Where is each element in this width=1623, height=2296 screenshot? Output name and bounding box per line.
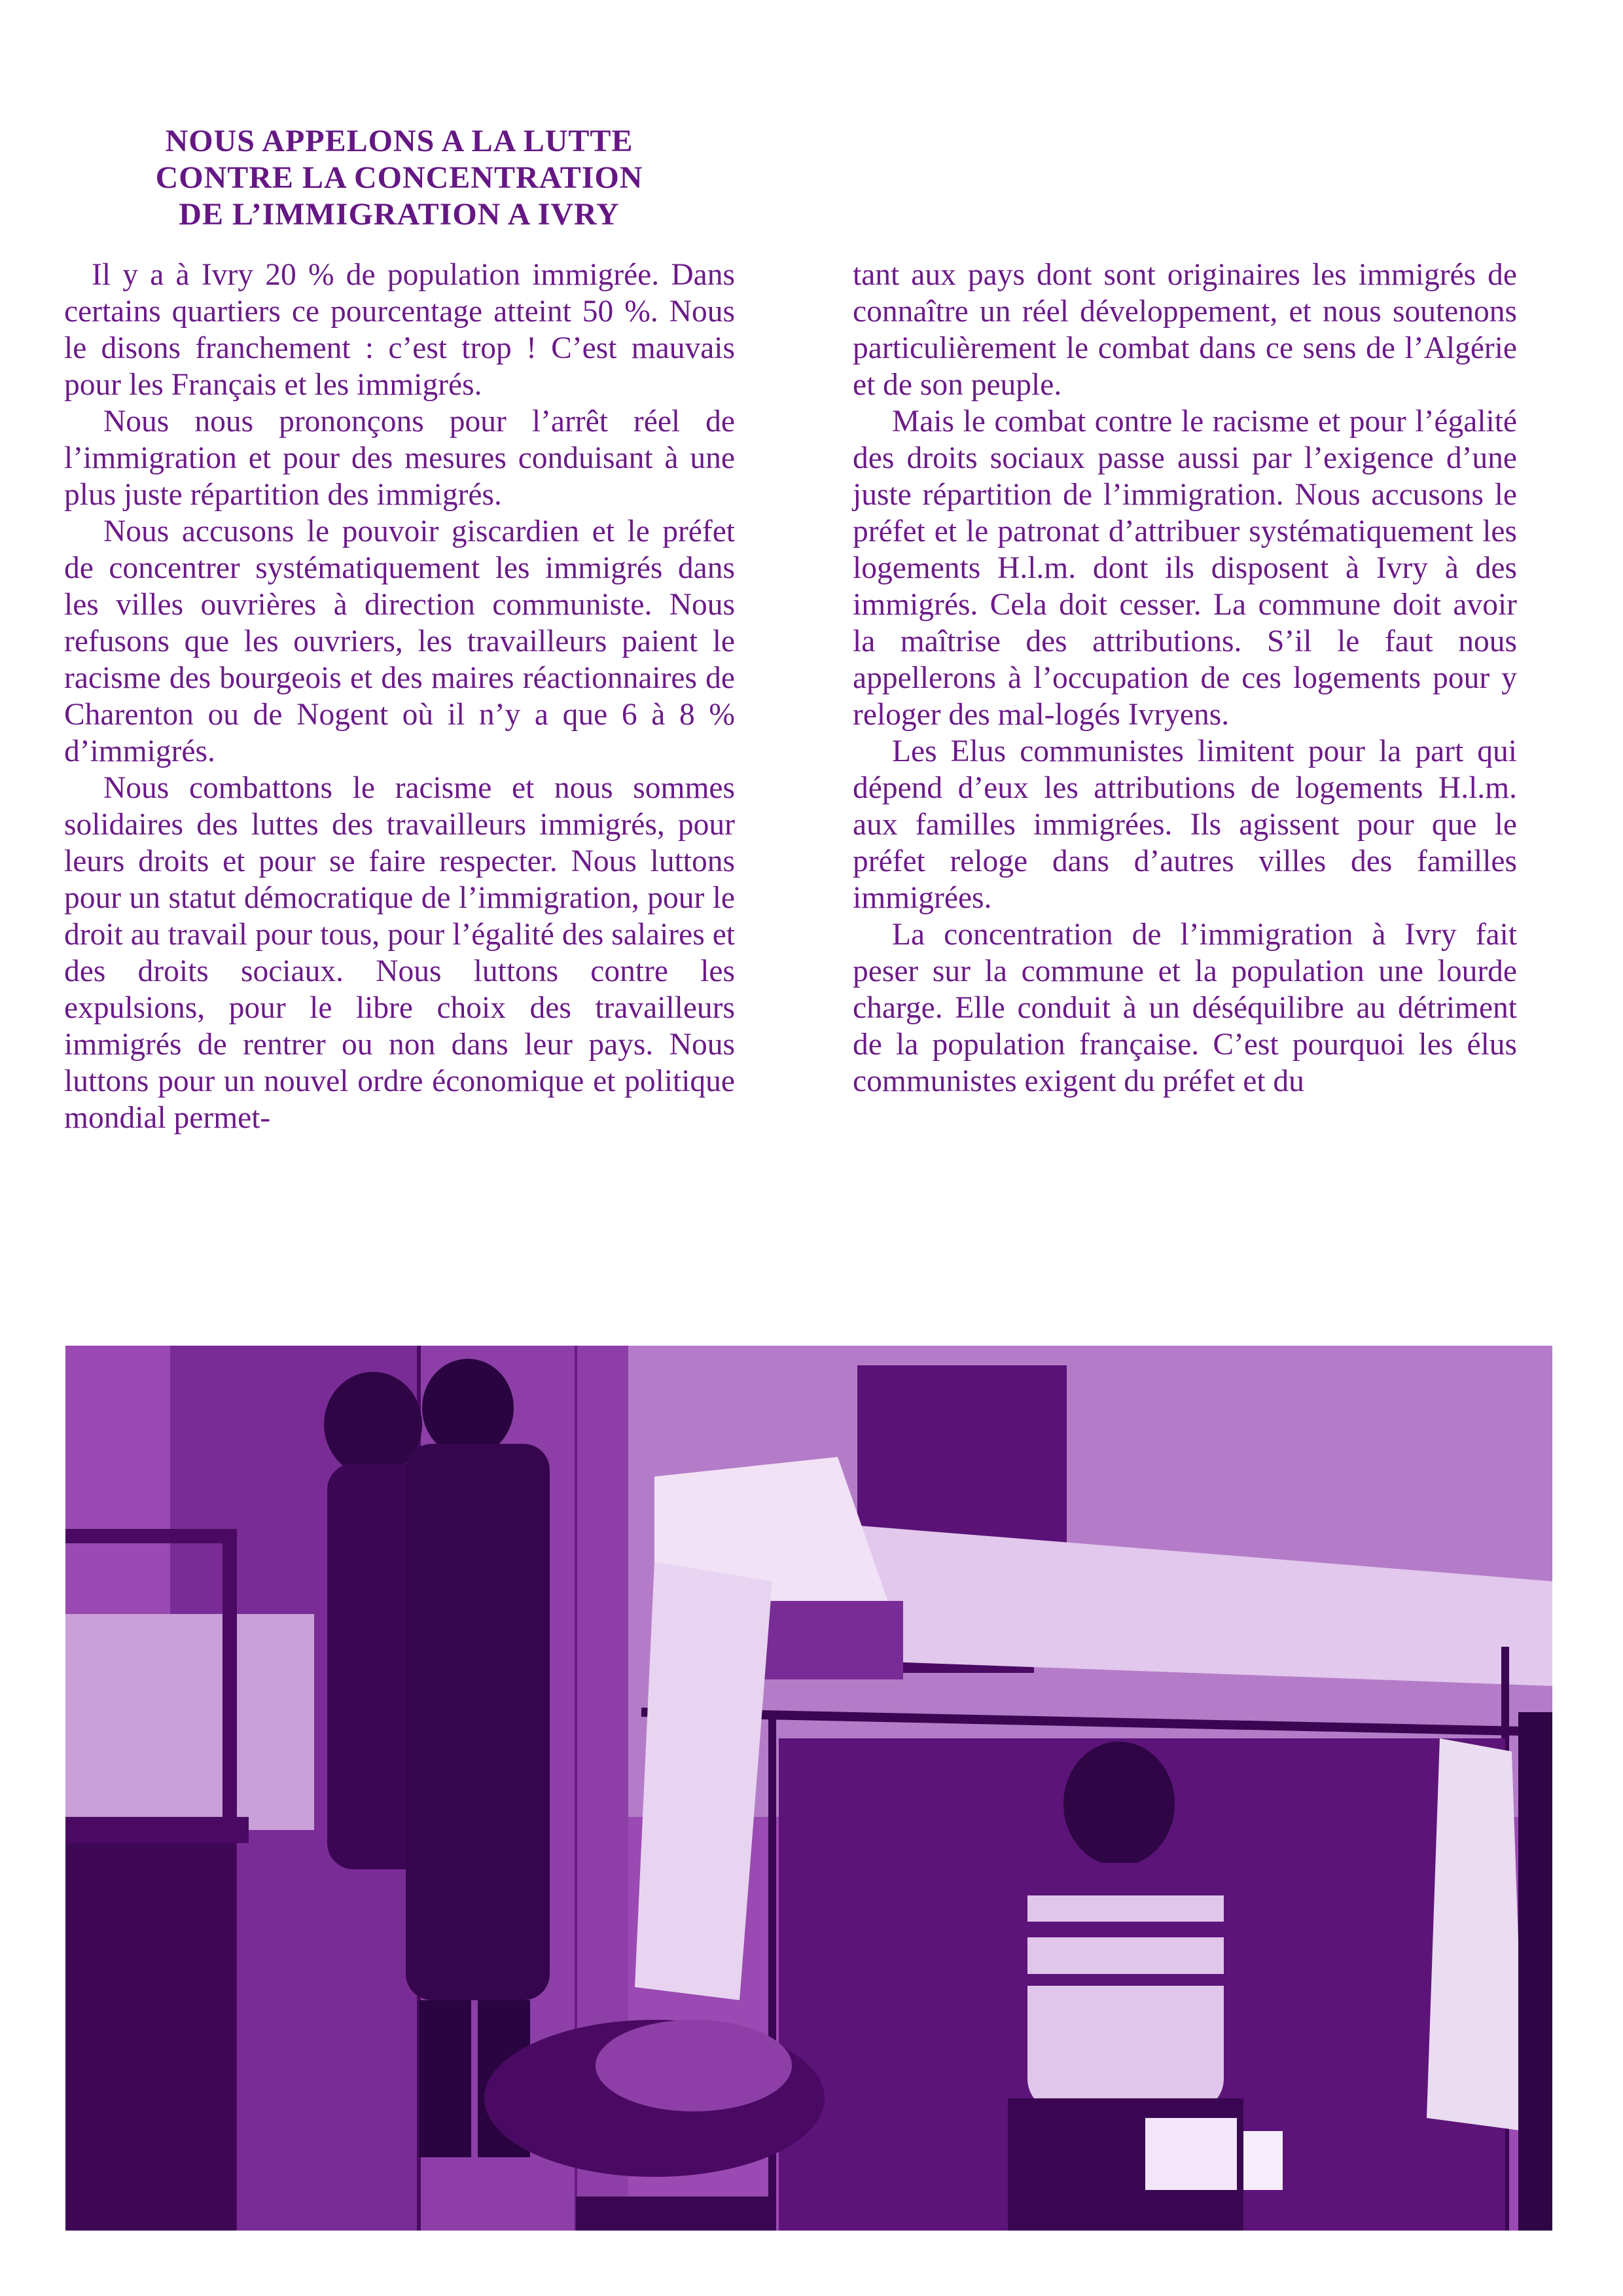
paragraph: Nous combattons le racisme et nous sommes solidaires des luttes des travailleurs immigrés, pour leurs droits et pour se faire respecter. Nous luttons pour un statut démocratique de l’immigration, pour le droit au travail pour tous, pour l’égalité des salaires et des droits sociaux. Nous luttons contre les expulsions, pour le libre choix des travailleurs immigrés de rentrer ou non dans leur pays. Nous luttons pour un nouvel ordre économique et politique mondial permet- — [64, 771, 735, 1135]
article-photo — [65, 1346, 1552, 2231]
paragraph: Nous nous prononçons pour l’arrêt réel de l’immigration et pour des mesures conduisant à une plus juste répartition des immigrés. — [64, 404, 735, 512]
paragraph: Nous accusons le pouvoir giscardien et le préfet de concentrer systématiquement les immigrés dans les villes ouvrières à direction communiste. Nous refusons que les ouvriers, les travailleurs paient le racisme des bourgeois et des maires réactionnaires de Charenton ou de Nogent où il n’y a que 6 à 8 % d’immigrés. — [64, 514, 735, 768]
paragraph: tant aux pays dont sont originaires les immigrés de connaître un réel développement, et nous soutenons particulièrement le combat dans ce sens de l’Algérie et de son peuple. — [853, 258, 1517, 402]
headline-line-2: CONTRE LA CONCENTRATION — [155, 160, 643, 195]
paragraph: Mais le combat contre le racisme et pour l’égalité des droits sociaux passe aussi par l’exigence d’une juste répartition de l’immigration. Nous accusons le préfet et le patronat d’attribuer systématiquement les logements H.l.m. dont ils disposent à Ivry à des immigrés. Cela doit cesser. La commune doit avoir la maîtrise des attributions. S’il le faut nous appellerons à l’occupation de ces logements pour y reloger des mal-logés Ivryens. — [853, 404, 1517, 732]
article-column-right — [853, 257, 1517, 1100]
paragraph: La concentration de l’immigration à Ivry fait peser sur la commune et la population une lourde charge. Elle conduit à un déséquilibre au détriment de la population française. C’est pourquoi les élus communistes exigent du préfet et du — [853, 918, 1517, 1098]
room-photo-illustration — [65, 1346, 1552, 2231]
headline-line-1: NOUS APPELONS A LA LUTTE — [165, 124, 633, 158]
paragraph: Les Elus communistes limitent pour la part qui dépend d’eux les attributions de logements H.l.m. aux familles immigrées. Ils agissent pour que le préfet reloge dans d’autres villes des familles immigrées. — [853, 734, 1517, 915]
headline-line-3: DE L’IMMIGRATION A IVRY — [179, 197, 620, 232]
paragraph: Il y a à Ivry 20 % de population immigrée. Dans certains quartiers ce pourcentage atteint 50 %. Nous le disons franchement : c’est trop ! C’est mauvais pour les Français et les immigrés. — [64, 258, 735, 402]
article-column-left — [64, 257, 735, 1136]
article-headline — [105, 123, 694, 233]
